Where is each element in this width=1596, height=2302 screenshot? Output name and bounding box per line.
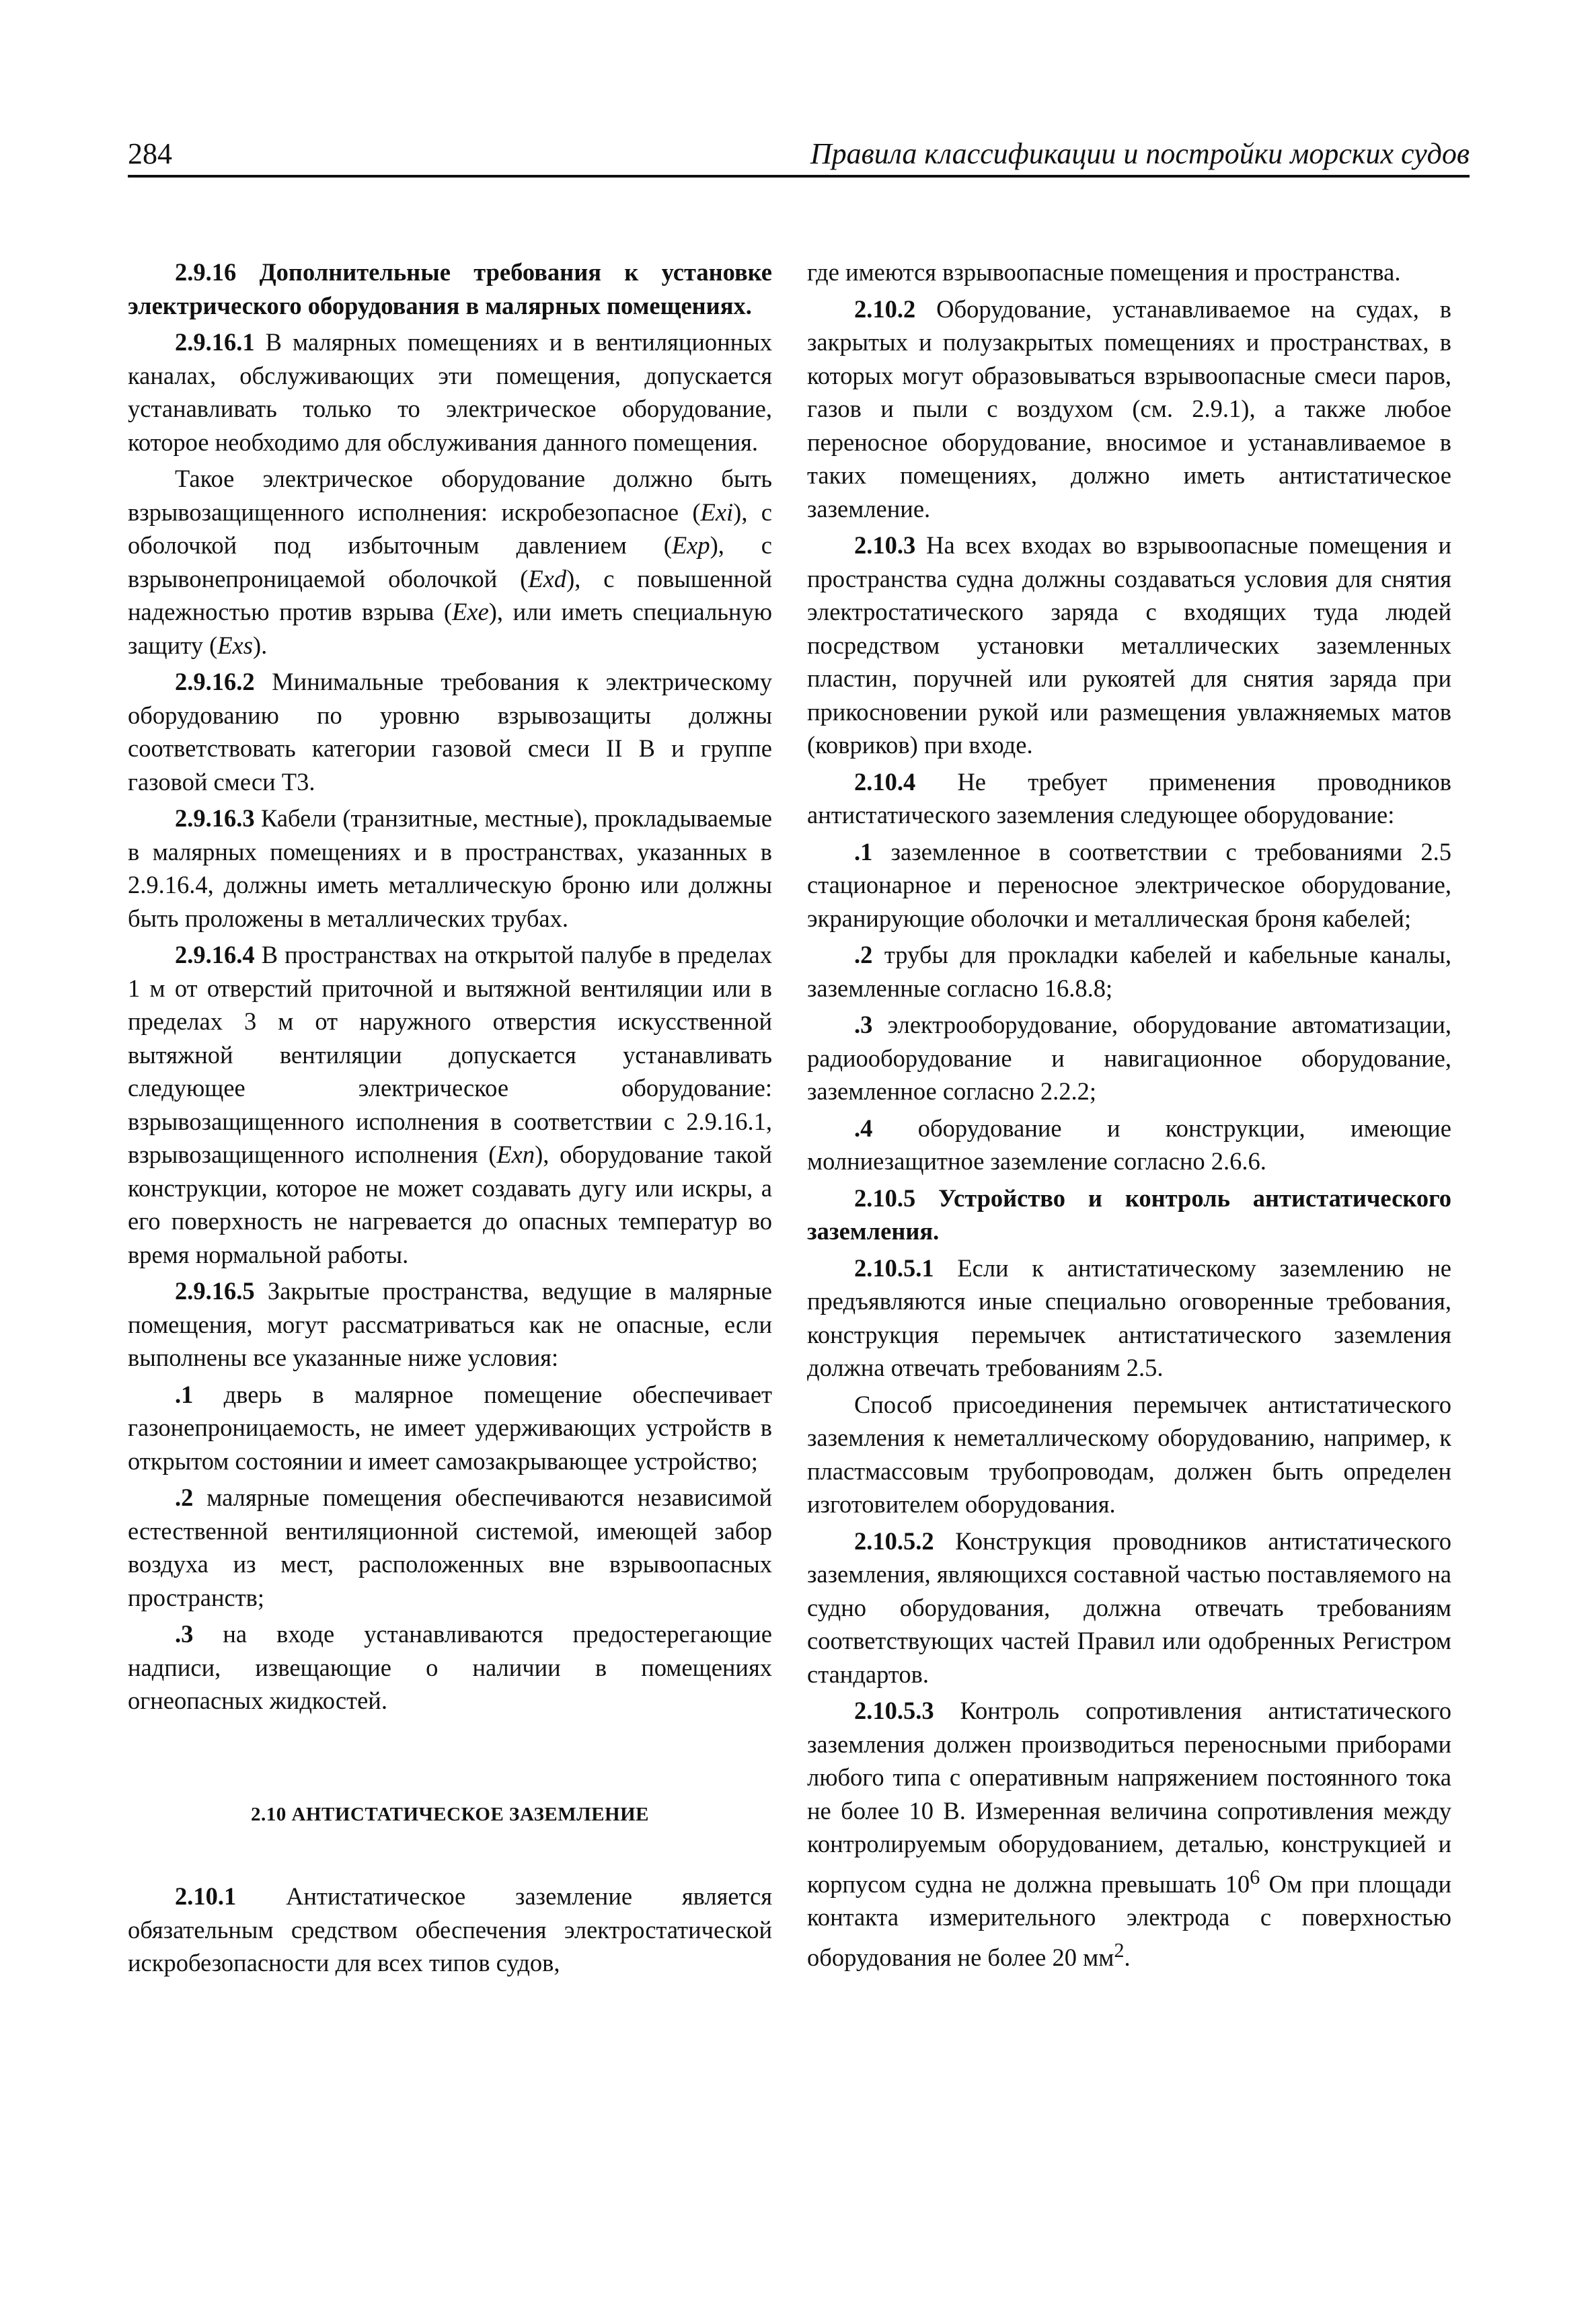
clause-number: 2.9.16.3: [175, 804, 255, 832]
list-item-2: [128, 1481, 772, 1614]
item-number: .3: [854, 1011, 873, 1038]
paragraph-2-10-5-2: [807, 1525, 1451, 1691]
clause-number: 2.9.16.1: [175, 328, 255, 356]
code-exe: Exe: [452, 598, 489, 625]
clause-number: 2.10.5.3: [854, 1697, 934, 1724]
paragraph-text: Оборудование, устанавливаемое на судах, в закрытых и полузакрытых помещениях и пространствах, в которых могут образовываться взрывоопасные смеси паров, газов и пыли с воздухом (см. 2.9.1), а также любое переносное оборудование, вносимое и устанавливаемое в таких помещениях, должно иметь антистатическое заземление.: [807, 295, 1451, 523]
list-item-3: [128, 1617, 772, 1718]
list-item-r2: [807, 938, 1451, 1005]
paragraph-2-9-16-4: [128, 938, 772, 1271]
running-title: Правила классификации и постройки морских судов: [810, 137, 1470, 170]
clause-number: 2.10.5.1: [854, 1254, 934, 1282]
paragraph-text: .: [1124, 1943, 1131, 1971]
item-text: оборудование и конструкции, имеющие молниезащитное заземление согласно 2.6.6.: [807, 1114, 1451, 1175]
paragraph-text: Антистатическое заземление является обязательным средством обеспечения электростатической искробезопасности для всех типов судов,: [128, 1882, 772, 1977]
text-fragment: ).: [252, 631, 268, 659]
right-column: [807, 256, 1451, 1977]
clause-number: 2.10.1: [175, 1882, 237, 1910]
code-exn: Exn: [496, 1141, 535, 1168]
clause-number: 2.10.5.2: [854, 1527, 934, 1555]
clause-number: 2.9.16.2: [175, 668, 255, 695]
paragraph-2-9-16-2: [128, 665, 772, 798]
paragraph-text: Кабели (транзитные, местные), прокладываемые в малярных помещениях и в пространствах, указанных в 2.9.16.4, должны иметь металлическую броню или должны быть проложены в металлических трубах.: [128, 804, 772, 932]
page-number: 284: [128, 137, 172, 170]
list-item-r3: [807, 1008, 1451, 1108]
clause-number: 2.10.2: [854, 295, 916, 323]
heading-2-10-5: 2.10.5 Устройство и контроль антистатического заземления.: [807, 1184, 1451, 1245]
paragraph-2-10-4: [807, 765, 1451, 832]
clause-number: 2.9.16.4: [175, 941, 255, 968]
item-text: малярные помещения обеспечиваются независимой естественной вентиляционной системой, имеющей забор воздуха из мест, расположенных вне взрывоопасных пространств;: [128, 1484, 772, 1611]
left-column: [128, 256, 772, 1983]
text-fragment: ), с оболочкой под избыточным давлением (: [128, 498, 772, 559]
item-number: .3: [175, 1620, 194, 1648]
paragraph-text: В малярных помещениях и в вентиляционных каналах, обслуживающих эти помещения, допускается устанавливать только то электрическое оборудование, которое необходимо для обслуживания данного помещения.: [128, 328, 772, 456]
paragraph-2-10-2: [807, 293, 1451, 526]
paragraph-text: На всех входах во взрывоопасные помещения и пространства судна должны создаваться условия для снятия электростатического заряда с входящих туда людей посредством установки металлических заземленных пластин, поручней или рукоятей для снятия заряда при прикосновении рукой или размещения увлажняемых матов (ковриков) при входе.: [807, 531, 1451, 759]
heading-2-9-16: 2.9.16 Дополнительные требования к установке электрического оборудования в малярных помещениях.: [128, 258, 772, 319]
item-text: трубы для прокладки кабелей и кабельные каналы, заземленные согласно 16.8.8;: [807, 941, 1451, 1002]
section-title: 2.10 АНТИСТАТИЧЕСКОЕ ЗАЗЕМЛЕНИЕ: [250, 1803, 650, 1825]
code-exd: Exd: [528, 564, 567, 592]
paragraph-2-9-16-3: [128, 802, 772, 935]
list-item-r1: [807, 835, 1451, 935]
paragraph-2-10-1: [128, 1880, 772, 1980]
paragraph-text: Закрытые пространства, ведущие в малярные помещения, могут рассматриваться как не опасные, если выполнены все указанные ниже условия:: [128, 1277, 772, 1371]
paragraph-2-9-16-5: [128, 1274, 772, 1375]
text-fragment: Такое электрическое оборудование должно быть взрывозащищенного исполнения: искробезопасное (: [128, 465, 772, 526]
text-fragment: ), или иметь специальную защиту (: [128, 598, 772, 659]
code-exp: Exp: [671, 531, 710, 559]
item-number: .2: [175, 1484, 194, 1511]
item-text: дверь в малярное помещение обеспечивает газонепроницаемость, не имеет удерживающих устройств в открытом состоянии и имеет самозакрывающее устройство;: [128, 1380, 772, 1475]
paragraph-text: Если к антистатическому заземлению не предъявляются иные специально оговоренные требования, конструкция перемычек антистатического заземления должна отвечать требованиям 2.5.: [807, 1254, 1451, 1381]
paragraph-text: Ом при площади контакта измерительного электрода с поверхностью оборудования не более 20 мм: [807, 1870, 1451, 1971]
list-item-1: [128, 1378, 772, 1478]
item-number: .4: [854, 1114, 873, 1142]
item-text: электрооборудование, оборудование автоматизации, радиооборудование и навигационное оборудование, заземленное согласно 2.2.2;: [807, 1011, 1451, 1105]
paragraph-text: Конструкция проводников антистатического заземления, являющихся составной частью поставляемого на судно оборудования, должна отвечать требованиям соответствующих частей Правил или одобренных Регистром стандартов.: [807, 1527, 1451, 1688]
text-fragment: ), с взрывонепроницаемой оболочкой (: [128, 531, 772, 592]
clause-number: 2.10.3: [854, 531, 916, 559]
item-number: .1: [175, 1380, 194, 1408]
list-item-r4: [807, 1112, 1451, 1178]
paragraph-2-9-16-1: [128, 325, 772, 459]
paragraph-text: ), оборудование такой конструкции, которое не может создавать дугу или искры, а его поверхность не нагревается до опасных температур во время нормальной работы.: [128, 1141, 772, 1268]
item-text: на входе устанавливаются предостерегающие надписи, извещающие о наличии в помещениях огнеопасных жидкостей.: [128, 1620, 772, 1714]
item-number: .1: [854, 837, 873, 866]
paragraph-connection-method: Способ присоединения перемычек антистатического заземления к неметаллическому оборудованию, например, к пластмассовым трубопроводам, должен быть определен изготовителем оборудования.: [807, 1390, 1451, 1518]
superscript-square: 2: [1114, 1938, 1125, 1962]
code-exs: Exs: [217, 631, 253, 659]
paragraph-2-10-1-continued: где имеются взрывоопасные помещения и пространства.: [807, 258, 1401, 286]
paragraph-text: Минимальные требования к электрическому оборудованию по уровню взрывозащиты должны соответствовать категории газовой смеси II В и группе газовой смеси Т3.: [128, 668, 772, 796]
item-text: заземленное в соответствии с требованиями 2.5 стационарное и переносное электрическое оборудование, экранирующие оболочки и металлическая броня кабелей;: [807, 837, 1451, 932]
paragraph-2-10-5-1: [807, 1252, 1451, 1385]
paragraph-text: Контроль сопротивления антистатического заземления должен производиться переносными приборами любого типа с оперативным напряжением постоянного тока не более 10 В. Измеренная величина сопротивления между контролируемым оборудованием, деталью, конструкцией и корпусом судна не должна превышать 10: [807, 1697, 1451, 1898]
superscript-exponent: 6: [1250, 1865, 1260, 1888]
item-number: .2: [854, 941, 873, 968]
clause-number: 2.10.4: [854, 767, 916, 796]
page-header: [128, 135, 1470, 178]
paragraph-text: В пространствах на открытой палубе в пределах 1 м от отверстий приточной и вытяжной вентиляции или в пределах 3 м от наружного отверстия искусственной вытяжной вентиляции допускается устанавливать следующее электрическое оборудование: взрывозащищенного исполнения в соответствии с 2.9.16.1, взрывозащищенного исполнения (: [128, 941, 772, 1168]
code-exi: Exi: [700, 498, 734, 526]
paragraph-explosion-protection: [128, 462, 772, 662]
paragraph-2-10-5-3: [807, 1694, 1451, 1974]
paragraph-text: Не требует применения проводников антистатического заземления следующее оборудование:: [807, 767, 1451, 829]
text-fragment: ), с повышенной надежностью против взрыва (: [128, 564, 772, 625]
paragraph-2-10-3: [807, 529, 1451, 762]
clause-number: 2.9.16.5: [175, 1277, 255, 1305]
